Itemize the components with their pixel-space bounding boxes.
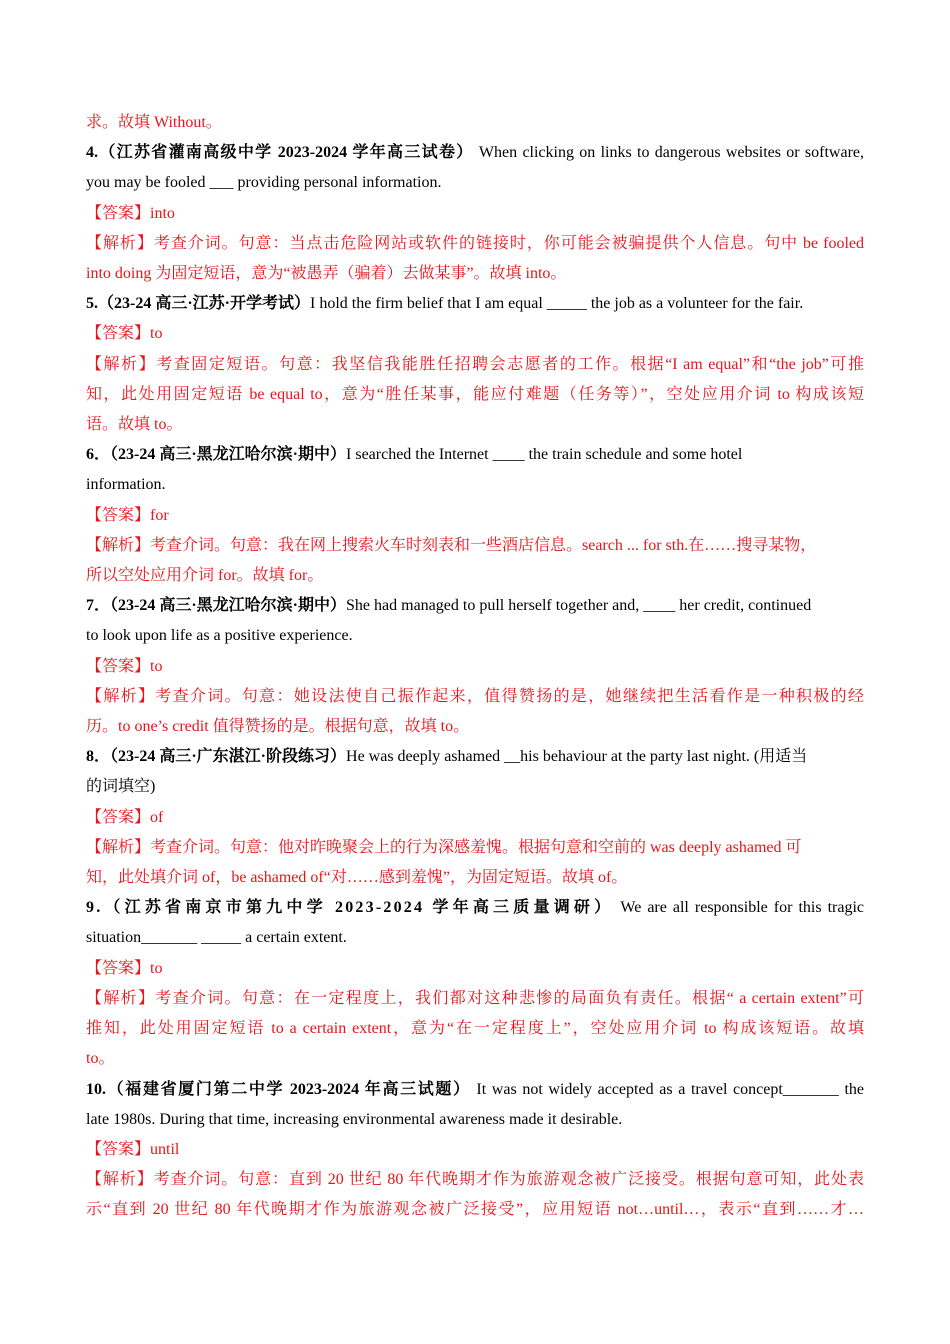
text: 知，此处填介词 of，be ashamed of“对……感到羞愧”，为固定短语。故填 of。 — [86, 869, 628, 887]
question-5-explanation-end — [86, 410, 864, 440]
question-7-answer — [86, 652, 864, 682]
question-4-answer — [86, 199, 864, 229]
text: 【解析】考查介词。句意：当点击危险网站或软件的链接时，你可能会被骗提供个人信息。句中 be fooled — [86, 234, 864, 252]
question-9-explanation-cont — [86, 1014, 864, 1044]
text: to。 — [86, 1050, 115, 1068]
text: 【答案】to — [86, 959, 163, 977]
text: 求。故填 Without。 — [86, 114, 222, 131]
question-8-explanation — [86, 833, 864, 863]
question-4-explanation-cont — [86, 259, 864, 289]
question-7-explanation — [86, 682, 864, 712]
question-10-explanation — [86, 1165, 864, 1195]
question-4-stem — [86, 138, 864, 168]
question-7-text: She had managed to pull herself together and, ____ her credit, continued — [346, 597, 812, 615]
question-7-stem-cont — [86, 621, 864, 651]
question-10-text: It was not widely accepted as a travel concept_______ the — [476, 1080, 864, 1098]
text: late 1980s. During that time, increasing environmental awareness made it desirable. — [86, 1110, 623, 1128]
question-10-source: 10.（福建省厦门第二中学 2023-2024 年高三试题） — [86, 1080, 471, 1098]
question-10-stem — [86, 1075, 864, 1105]
question-9-source: 9.（江苏省南京市第九中学 2023-2024 学年高三质量调研） — [86, 899, 615, 917]
question-5-explanation — [86, 350, 864, 380]
question-10-answer — [86, 1135, 864, 1165]
text: 【答案】to — [86, 325, 163, 343]
question-8-answer — [86, 803, 864, 833]
text: 【答案】into — [86, 204, 175, 222]
question-4-stem-cont — [86, 168, 864, 198]
question-6-source: 6．（23-24 高三·黑龙江哈尔滨·期中） — [86, 446, 347, 464]
explanation-continuation — [86, 108, 864, 138]
text: 语。故填 to。 — [86, 416, 183, 434]
question-4-explanation — [86, 229, 864, 259]
question-5-text: I hold the firm belief that I am equal _____ the job as a volunteer for the fair. — [310, 295, 804, 313]
question-8-explanation-cont — [86, 863, 864, 893]
text: 【答案】to — [86, 657, 163, 675]
question-6-text: I searched the Internet ____ the train schedule and some hotel — [346, 446, 743, 464]
text: 【答案】until — [86, 1140, 180, 1158]
question-9-stem-cont — [86, 923, 864, 953]
text: 【解析】考查介词。句意：他对昨晚聚会上的行为深感羞愧。根据句意和空前的 was deeply ashamed 可 — [86, 838, 802, 856]
question-6-stem-cont — [86, 470, 864, 500]
question-9-stem — [86, 893, 864, 923]
question-8-text: He was deeply ashamed __his behaviour at the party last night. (用适当 — [346, 748, 808, 766]
question-9-answer — [86, 954, 864, 984]
text: 推知，此处用固定短语 to a certain extent，意为“在一定程度上”，空处应用介词 to 构成该短语。故填 — [86, 1020, 864, 1038]
question-5-source: 5.（23-24 高三·江苏·开学考试） — [86, 295, 311, 313]
question-5-answer — [86, 319, 864, 349]
text: situation_______ _____ a certain extent. — [86, 929, 347, 947]
document-page — [86, 108, 864, 1226]
text: 【解析】考查介词。句意：我在网上搜索火车时刻表和一些酒店信息。search ... for sth.在……搜寻某物， — [86, 536, 817, 554]
question-5-explanation-cont — [86, 380, 864, 410]
text: 【解析】考查固定短语。句意：我坚信我能胜任招聘会志愿者的工作。根据“I am equal”和“the job”可推 — [86, 355, 864, 373]
question-7-explanation-cont — [86, 712, 864, 742]
question-5-stem — [86, 289, 864, 319]
text: 知，此处用固定短语 be equal to，意为“胜任某事，能应付难题（任务等）”，空处应用介词 to 构成该短 — [86, 385, 864, 403]
question-9-explanation-end — [86, 1044, 864, 1074]
text: 示“直到 20 世纪 80 年代晚期才作为旅游观念被广泛接受”，应用短语 not…until…，表示“直到……才… — [86, 1201, 864, 1219]
question-7-source: 7．（23-24 高三·黑龙江哈尔滨·期中） — [86, 597, 347, 615]
question-9-explanation — [86, 984, 864, 1014]
question-8-source: 8．（23-24 高三·广东湛江·阶段练习） — [86, 748, 347, 766]
question-8-stem-cont — [86, 772, 864, 802]
text: you may be fooled ___ providing personal information. — [86, 174, 442, 192]
question-9-text: We are all responsible for this tragic — [620, 899, 864, 917]
text: 【解析】考查介词。句意：她设法使自己振作起来，值得赞扬的是，她继续把生活看作是一种积极的经 — [86, 687, 864, 705]
text: into doing 为固定短语，意为“被愚弄（骗着）去做某事”。故填 into。 — [86, 265, 567, 283]
text: 【答案】of — [86, 808, 164, 826]
question-10-explanation-cont — [86, 1195, 864, 1225]
question-6-stem — [86, 440, 864, 470]
question-6-explanation-cont — [86, 561, 864, 591]
question-7-stem — [86, 591, 864, 621]
question-8-stem — [86, 742, 864, 772]
question-6-explanation — [86, 531, 864, 561]
text: to look upon life as a positive experience. — [86, 627, 353, 645]
question-10-stem-cont — [86, 1105, 864, 1135]
text: information. — [86, 476, 166, 494]
text: 所以空处应用介词 for。故填 for。 — [86, 567, 324, 585]
text: 【解析】考查介词。句意：在一定程度上，我们都对这种悲惨的局面负有责任。根据“ a certain extent”可 — [86, 989, 864, 1007]
text: 历。to one’s credit 值得赞扬的是。根据句意，故填 to。 — [86, 718, 470, 736]
text: 的词填空) — [86, 778, 156, 796]
text: 【解析】考查介词。句意：直到 20 世纪 80 年代晚期才作为旅游观念被广泛接受。根据句意可知，此处表 — [86, 1171, 864, 1189]
question-6-answer — [86, 501, 864, 531]
question-4-source: 4.（江苏省灌南高级中学 2023-2024 学年高三试卷） — [86, 144, 474, 162]
text: 【答案】for — [86, 506, 169, 524]
question-4-text: When clicking on links to dangerous websites or software, — [478, 144, 864, 162]
